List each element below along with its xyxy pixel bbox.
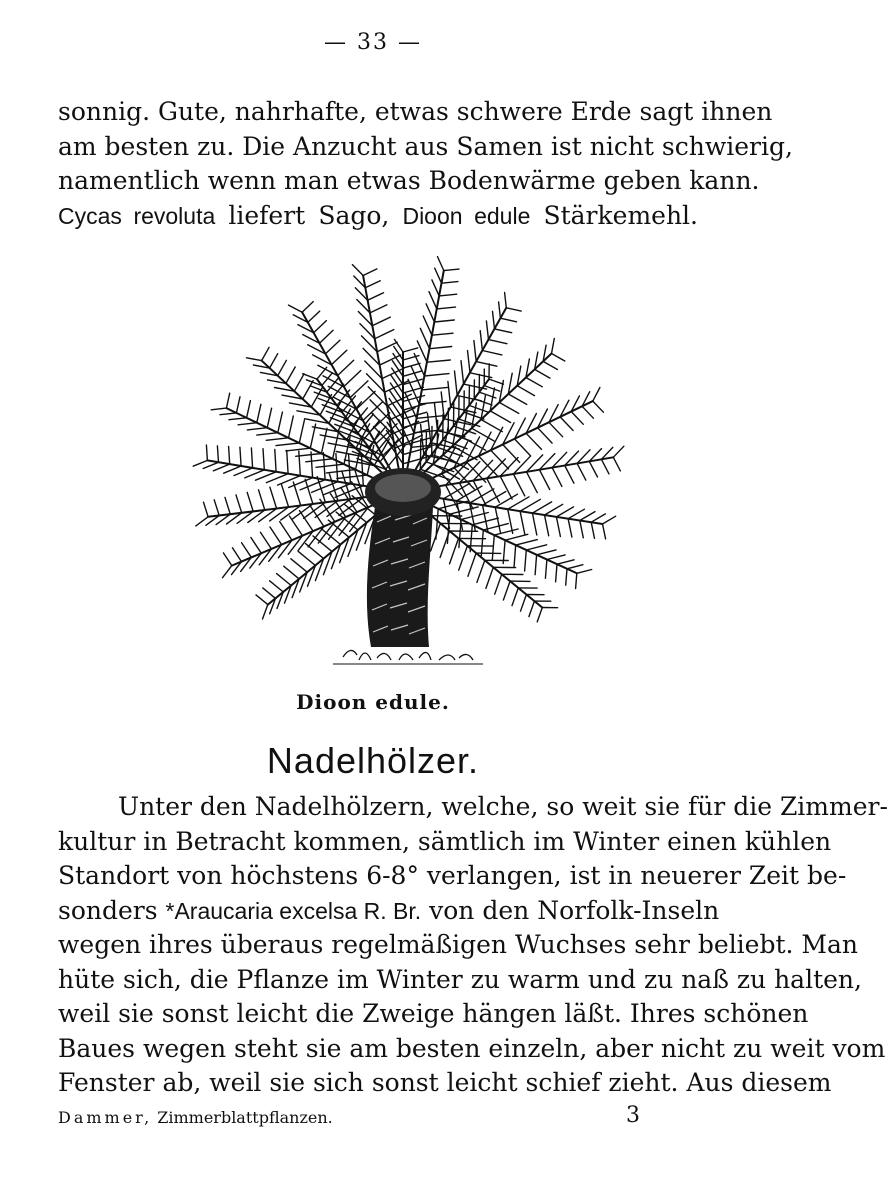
frond-leaflet — [556, 507, 573, 517]
frond-leaflet — [525, 550, 527, 571]
frond-leaflet — [280, 522, 292, 541]
frond-leaflet — [459, 546, 468, 570]
frond-leaflet — [289, 416, 294, 438]
frond-leaflet — [580, 512, 595, 521]
frond-leaflet — [247, 492, 253, 511]
frond-leaflet — [263, 605, 268, 619]
frond-leaflet — [262, 347, 270, 360]
text-line: namentlich wenn man etwas Bodenwärme geben kann. — [58, 166, 760, 195]
frond-leaflet — [576, 573, 577, 588]
section-heading: Nadelhölzer. — [266, 740, 480, 781]
frond-leaflet — [491, 450, 509, 469]
frond-leaflet — [242, 543, 252, 558]
frond-leaflet — [535, 369, 550, 378]
frond-leaflet — [403, 404, 426, 410]
frond-leaflet — [234, 468, 253, 476]
frond-leaflet — [450, 507, 478, 514]
frond-leaflet — [306, 459, 333, 462]
frond-leaflet — [552, 339, 555, 354]
frond-leaflet — [223, 566, 232, 578]
frond-leaflet — [469, 405, 488, 412]
frond-leaflet — [352, 265, 363, 276]
frond-leaflet — [520, 511, 525, 534]
frond-leaflet — [490, 411, 510, 423]
frond-leaflet — [582, 406, 593, 418]
text-line: Baues wegen steht sie am besten einzeln, aber nicht zu weit vom — [58, 1033, 886, 1063]
frond-leaflet — [422, 387, 448, 390]
frond-leaflet — [568, 519, 572, 537]
frond-leaflet — [245, 470, 264, 478]
frond-leaflet — [474, 341, 476, 362]
frond-leaflet — [270, 354, 278, 368]
dioon-edule-illustration — [163, 252, 603, 682]
frond-leaflet — [495, 507, 500, 532]
frond-leaflet — [229, 447, 230, 465]
text-line: weil sie sonst leicht die Zweige hängen läßt. Ihres schönen — [58, 999, 809, 1028]
frond-leaflet — [316, 464, 344, 467]
frond-leaflet — [423, 316, 432, 335]
frond-leaflet — [613, 457, 620, 471]
frond-leaflet — [323, 453, 325, 480]
frond-leaflet — [267, 408, 271, 428]
frond-leaflet — [461, 361, 464, 384]
frond-leaflet — [505, 534, 528, 540]
frond-leaflet — [266, 438, 288, 441]
frond-leaflet — [545, 515, 549, 536]
frond-leaflet — [256, 595, 268, 605]
frond-leaflet — [571, 412, 583, 425]
latin-name-araucaria: *Araucaria excelsa R. Br. — [165, 897, 422, 924]
frond-leaflet — [565, 466, 574, 484]
frond-leaflet — [203, 462, 218, 468]
frond-leaflet — [499, 302, 501, 318]
frond-leaflet — [532, 502, 551, 513]
frond-leaflet — [527, 472, 538, 493]
frond-leaflet — [431, 523, 441, 551]
frond-leaflet — [278, 412, 283, 433]
frond-leaflet — [299, 451, 301, 476]
frond-leaflet — [390, 391, 403, 410]
frond-leaflet — [263, 588, 276, 599]
frond-leaflet — [247, 401, 251, 418]
frond-leaflet — [226, 393, 229, 408]
frond-leaflet — [432, 333, 453, 335]
frond-leaflet — [552, 468, 562, 487]
frond-leaflet — [535, 555, 537, 575]
text-line — [58, 894, 720, 929]
frond-leaflet — [275, 450, 276, 472]
frond-leaflet — [224, 466, 241, 473]
frond-leaflet — [370, 305, 387, 313]
frond-leaflet — [251, 448, 252, 468]
frond-leaflet — [320, 330, 334, 343]
frond-leaflet — [476, 362, 497, 367]
frond-leaflet — [489, 340, 507, 344]
frond-leaflet — [417, 341, 427, 362]
frond-leaflet — [455, 371, 458, 396]
frond-leaflet — [257, 433, 278, 435]
frond-leaflet — [350, 381, 368, 398]
intro-paragraph — [58, 95, 793, 233]
frond-leaflet — [603, 516, 616, 524]
frond-leaflet — [468, 553, 476, 576]
text-line: hüte sich, die Pflanze im Winter zu warm und zu naß zu halten, — [58, 964, 862, 994]
frond-leaflet — [311, 452, 313, 478]
frond-leaflet — [286, 448, 311, 451]
frond-leaflet — [515, 439, 531, 456]
frond-leaflet — [566, 569, 567, 585]
frond-leaflet — [472, 428, 495, 441]
frond-leaflet — [508, 509, 513, 533]
frond-leaflet — [302, 302, 313, 313]
frond-leaflet — [286, 367, 295, 383]
frond-leaflet — [512, 588, 518, 606]
frond-leaflet — [494, 529, 518, 535]
frond-leaflet — [549, 422, 563, 437]
frond-leaflet — [236, 495, 242, 513]
frond-leaflet — [432, 280, 439, 296]
frond-leaflet — [344, 371, 361, 387]
frond-leaflet — [214, 500, 219, 516]
frond-leaflet — [303, 381, 313, 399]
frond-leaflet — [556, 564, 557, 582]
frond-leaflet — [336, 454, 338, 482]
frond-leaflet — [363, 269, 377, 276]
frond-leaflet — [489, 379, 504, 384]
frond-leaflet — [505, 293, 507, 308]
frond-leaflet — [526, 378, 542, 387]
frond-leaflet — [577, 570, 592, 574]
signature-mark: 3 — [626, 1103, 640, 1128]
footer-author: Dammer, — [58, 1108, 153, 1127]
frond-leaflet — [503, 581, 510, 600]
frond-leaflet — [560, 417, 573, 431]
frond-leaflet — [440, 531, 449, 558]
frond-leaflet — [424, 374, 449, 376]
frond-leaflet — [206, 445, 207, 460]
frond-leaflet — [557, 560, 574, 564]
frond-leaflet — [303, 374, 317, 379]
frond-leaflet — [220, 413, 236, 415]
frond-leaflet — [593, 388, 600, 402]
frond-leaflet — [306, 544, 324, 559]
frond-leaflet — [349, 454, 351, 483]
frond-leaflet — [270, 527, 282, 545]
text-line: kultur in Betracht kommen, sämtlich im Winter einen kühlen — [58, 826, 832, 856]
frond-leaflet — [277, 574, 292, 586]
frond-leaflet — [481, 530, 483, 556]
frond-leaflet — [405, 393, 417, 419]
frond-leaflet — [325, 340, 340, 354]
frond-leaflet — [481, 420, 502, 432]
text-fragment: sonders — [58, 895, 166, 925]
frond-leaflet — [434, 320, 454, 322]
text-fragment: von den Norfolk-Inseln — [421, 895, 720, 925]
frond-leaflet — [372, 317, 390, 326]
frond-leaflet — [435, 268, 442, 283]
frond-leaflet — [329, 474, 338, 501]
frond-leaflet — [232, 548, 241, 562]
frond-leaflet — [484, 386, 500, 392]
text-fragment: liefert Sago, — [215, 200, 403, 230]
palm-crown — [365, 468, 441, 516]
frond-leaflet — [332, 384, 344, 399]
body-paragraph — [58, 790, 888, 1101]
frond-leaflet — [508, 394, 526, 404]
frond-leaflet — [547, 555, 565, 560]
frond-leaflet — [363, 402, 383, 421]
frond-leaflet — [506, 308, 521, 311]
frond-leaflet — [270, 581, 284, 592]
frond-leaflet — [238, 423, 257, 425]
frond-leaflet — [483, 505, 488, 531]
frond-leaflet — [591, 514, 605, 522]
frond-leaflet — [568, 509, 584, 519]
frond-leaflet — [486, 321, 488, 340]
frond-leaflet — [217, 446, 218, 463]
frond-leaflet — [298, 551, 315, 565]
frond-leaflet — [426, 304, 434, 322]
palm-trunk — [367, 507, 433, 647]
frond-leaflet — [278, 360, 287, 375]
frond-leaflet — [193, 460, 207, 466]
frond-leaflet — [260, 532, 271, 549]
frond-leaflet — [500, 318, 516, 322]
frond-leaflet — [411, 366, 422, 390]
latin-name-cycas: Cycas revoluta — [58, 202, 216, 229]
frond-leaflet — [543, 361, 557, 369]
frond-leaflet — [529, 601, 535, 617]
text-line: Fenster ab, weil sie sich sonst leicht schief zieht. Aus diesem — [58, 1068, 832, 1097]
frond-leaflet — [294, 374, 304, 391]
frond-leaflet — [403, 371, 421, 376]
frond-leaflet — [514, 545, 516, 567]
frond-leaflet — [448, 381, 451, 407]
frond-leaflet — [287, 450, 288, 473]
frond-leaflet — [429, 292, 437, 309]
frond-leaflet — [552, 354, 565, 362]
frond-leaflet — [365, 281, 380, 288]
frond-leaflet — [223, 553, 231, 566]
frond-leaflet — [204, 502, 209, 517]
frond-leaflet — [290, 516, 303, 536]
frond-leaflet — [493, 311, 495, 329]
frond-leaflet — [291, 559, 307, 572]
frond-leaflet — [314, 321, 327, 333]
page-number: — 33 — — [324, 30, 422, 55]
frond-leaflet — [427, 360, 450, 362]
latin-name-dioon: Dioon edule — [402, 202, 531, 229]
frond-leaflet — [495, 329, 512, 333]
frond-leaflet — [392, 361, 403, 377]
frond-leaflet — [468, 351, 471, 373]
frond-leaflet — [532, 513, 536, 535]
frond-leaflet — [492, 535, 494, 560]
frond-leaflet — [438, 501, 468, 509]
text-fragment: Stärkemehl. — [530, 200, 698, 230]
frond-leaflet — [591, 522, 594, 538]
frond-leaflet — [482, 351, 502, 355]
frond-leaflet — [256, 472, 277, 480]
frond-leaflet — [521, 595, 527, 612]
frond-leaflet — [310, 424, 315, 448]
frond-leaflet — [368, 293, 384, 301]
frond-leaflet — [247, 428, 267, 430]
frond-leaflet — [211, 408, 226, 410]
frond-leaflet — [537, 608, 542, 622]
frond-leaflet — [276, 443, 299, 446]
frond-leaflet — [251, 538, 261, 554]
frond-leaflet — [225, 497, 230, 514]
frond-leaflet — [442, 282, 458, 284]
frond-leaflet — [593, 401, 604, 412]
frond-rib — [403, 308, 506, 492]
frond-leaflet — [263, 449, 264, 470]
text-line-last — [58, 199, 698, 234]
frond-leaflet — [331, 350, 346, 365]
frond-leaflet — [545, 504, 563, 515]
frond-leaflet — [613, 446, 624, 457]
frond-leaflet — [308, 311, 320, 322]
frond-leaflet — [580, 521, 584, 538]
frond-leaflet — [284, 566, 299, 579]
frond-leaflet — [517, 386, 534, 396]
frond-leaflet — [450, 538, 459, 564]
ground-grass — [333, 650, 483, 664]
frond-leaflet — [577, 463, 586, 480]
frond-leaflet — [289, 305, 303, 312]
frond-leaflet — [500, 476, 512, 499]
frond-leaflet — [229, 418, 247, 420]
frond-leaflet — [375, 330, 394, 339]
frond-leaflet — [338, 360, 354, 375]
frond-leaflet — [213, 464, 229, 471]
frond-leaflet — [420, 328, 429, 348]
frond-rib — [302, 312, 403, 492]
frond-leaflet — [473, 481, 486, 506]
frond-leaflet — [439, 294, 457, 296]
text-line: wegen ihres überaus regelmäßigen Wuchses sehr beliebt. Man — [58, 930, 859, 959]
text-line: Standort von höchstens 6-8° verlangen, ist in neuerer Zeit be- — [58, 861, 847, 890]
frond-leaflet — [240, 447, 241, 466]
frond-leaflet — [603, 524, 606, 539]
frond-leaflet — [299, 420, 304, 443]
frond-leaflet — [236, 397, 240, 413]
frond-leaflet — [403, 348, 418, 352]
frond-leaflet — [430, 347, 452, 349]
frond-leaflet — [567, 565, 583, 569]
footer — [58, 1108, 648, 1127]
frond-leaflet — [477, 560, 485, 582]
frond-leaflet — [556, 517, 560, 537]
frond-leaflet — [486, 567, 493, 588]
frond-leaflet — [403, 429, 429, 436]
text-line: am besten zu. Die Anzucht aus Samen ist nicht schwierig, — [58, 131, 793, 161]
text-line: Unter den Nadelhölzern, welche, so weit sie für die Zimmer- — [118, 792, 888, 821]
text-line: sonnig. Gute, nahrhafte, etwas schwere Erde sagt ihnen — [58, 97, 773, 126]
frond-leaflet — [495, 574, 502, 594]
frond-leaflet — [257, 404, 261, 422]
frond-leaflet — [537, 550, 556, 555]
frond-leaflet — [417, 416, 445, 419]
frond-leaflet — [545, 560, 547, 579]
frond-leaflet — [444, 269, 459, 271]
frond-leaflet — [259, 490, 265, 510]
figure-caption: Dioon edule. — [296, 690, 450, 714]
frond-leaflet — [321, 428, 327, 453]
frond-leaflet — [282, 485, 289, 507]
frond-leaflet — [526, 545, 546, 550]
frond-leaflet — [270, 487, 277, 508]
frond-leaflet — [499, 402, 518, 413]
frond-leaflet — [356, 391, 375, 409]
frond-leaflet — [601, 459, 609, 474]
frond-leaflet — [513, 474, 524, 496]
frond-leaflet — [526, 433, 541, 449]
footer-title: Zimmerblattpflanzen. — [157, 1108, 333, 1127]
frond-leaflet — [293, 482, 300, 506]
frond-leaflet — [539, 470, 549, 490]
frond-leaflet — [247, 358, 262, 361]
frond-leaflet — [589, 461, 597, 477]
frond-leaflet — [326, 470, 355, 473]
frond-leaflet — [516, 540, 538, 546]
frond-leaflet — [438, 257, 444, 271]
frond-leaflet — [437, 307, 456, 309]
frond-leaflet — [480, 331, 482, 351]
frond-leaflet — [538, 428, 553, 443]
